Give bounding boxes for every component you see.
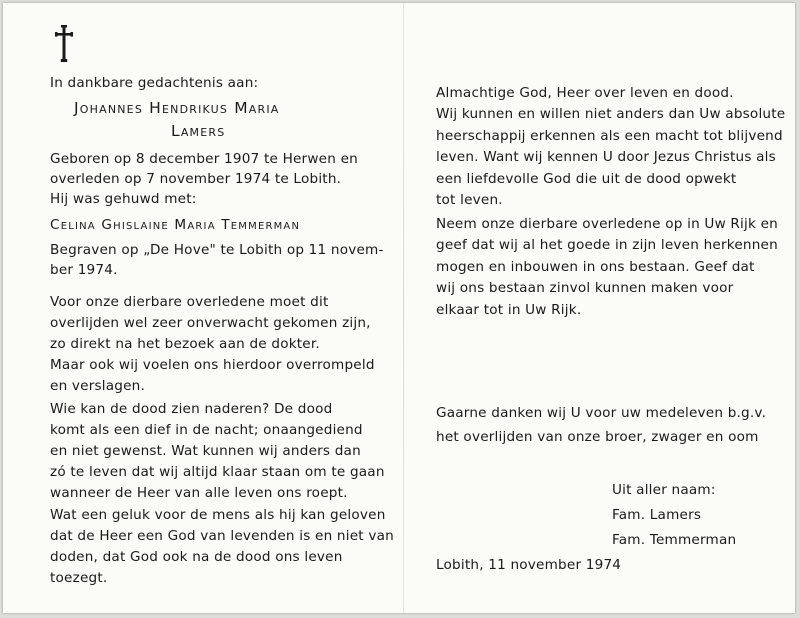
text-line: Wat een geluk voor de mens als hij kan geloven xyxy=(50,507,386,523)
text-line: overlijden wel zeer onverwacht gekomen zijn, xyxy=(50,315,371,331)
on-behalf-label: Uit aller naam: xyxy=(612,482,716,498)
text-line: zo direkt na het bezoek aan de dokter. xyxy=(50,336,320,352)
prayer-line: heerschappij erkennen als een macht tot blijvend xyxy=(436,128,783,144)
prayer-line: een liefdevolle God die uit de dood opwekt xyxy=(436,171,737,187)
card-fold xyxy=(403,3,404,613)
text-line: zó te leven dat wij altijd klaar staan om te gaan xyxy=(50,464,385,480)
detail-line: overleden op 7 november 1974 te Lobith. xyxy=(50,171,342,187)
text-line: doden, dat God ook na de dood ons leven xyxy=(50,549,343,565)
intro-text: In dankbare gedachtenis aan: xyxy=(50,75,259,91)
prayer-line: tot leven. xyxy=(436,192,503,208)
prayer-line: geef dat wij al het goede in zijn leven herkennen xyxy=(436,237,778,253)
text-line: Wie kan de dood zien naderen? De dood xyxy=(50,401,333,417)
prayer-line: mogen en inbouwen in ons bestaan. Geef dat xyxy=(436,259,755,275)
text-line: Voor onze dierbare overledene moet dit xyxy=(50,294,329,310)
detail-line: Geboren op 8 december 1907 te Herwen en xyxy=(50,151,358,167)
text-line: en verslagen. xyxy=(50,378,146,394)
text-line: toezegt. xyxy=(50,570,108,586)
detail-line: Hij was gehuwd met: xyxy=(50,191,197,207)
burial-line: ber 1974. xyxy=(50,262,118,278)
burial-line: Begraven op „De Hove" te Lobith op 11 novem- xyxy=(50,242,384,258)
prayer-line: leven. Want wij kennen U door Jezus Christus als xyxy=(436,149,776,165)
thanks-line: Gaarne danken wij U voor uw medeleven b.g.v. xyxy=(436,405,767,421)
spouse-name: Celina Ghislaine Maria Temmerman xyxy=(50,217,301,233)
cross-icon xyxy=(55,25,73,63)
text-line: dat de Heer een God van levenden is en niet van xyxy=(50,528,394,544)
deceased-name-line1: Johannes Hendrikus Maria xyxy=(74,99,280,117)
text-line: komt als een dief in de nacht; onaangediend xyxy=(50,422,363,438)
family-name: Fam. Temmerman xyxy=(612,532,737,548)
text-line: en niet gewenst. Wat kunnen wij anders dan xyxy=(50,443,361,459)
prayer-line: elkaar tot in Uw Rijk. xyxy=(436,302,582,318)
text-line: wanneer de Heer van alle leven ons roept. xyxy=(50,485,348,501)
family-name: Fam. Lamers xyxy=(612,507,702,523)
deceased-name-line2: Lamers xyxy=(171,122,226,140)
text-line: Maar ook wij voelen ons hierdoor overrompeld xyxy=(50,357,375,373)
place-date: Lobith, 11 november 1974 xyxy=(436,557,622,573)
memorial-card xyxy=(3,3,795,613)
prayer-line: wij ons bestaan zinvol kunnen maken voor xyxy=(436,280,734,296)
prayer-line: Neem onze dierbare overledene op in Uw Rijk en xyxy=(436,216,778,232)
prayer-line: Almachtige God, Heer over leven en dood. xyxy=(436,85,734,101)
prayer-line: Wij kunnen en willen niet anders dan Uw absolute xyxy=(436,106,786,122)
thanks-line: het overlijden van onze broer, zwager en oom xyxy=(436,429,759,445)
